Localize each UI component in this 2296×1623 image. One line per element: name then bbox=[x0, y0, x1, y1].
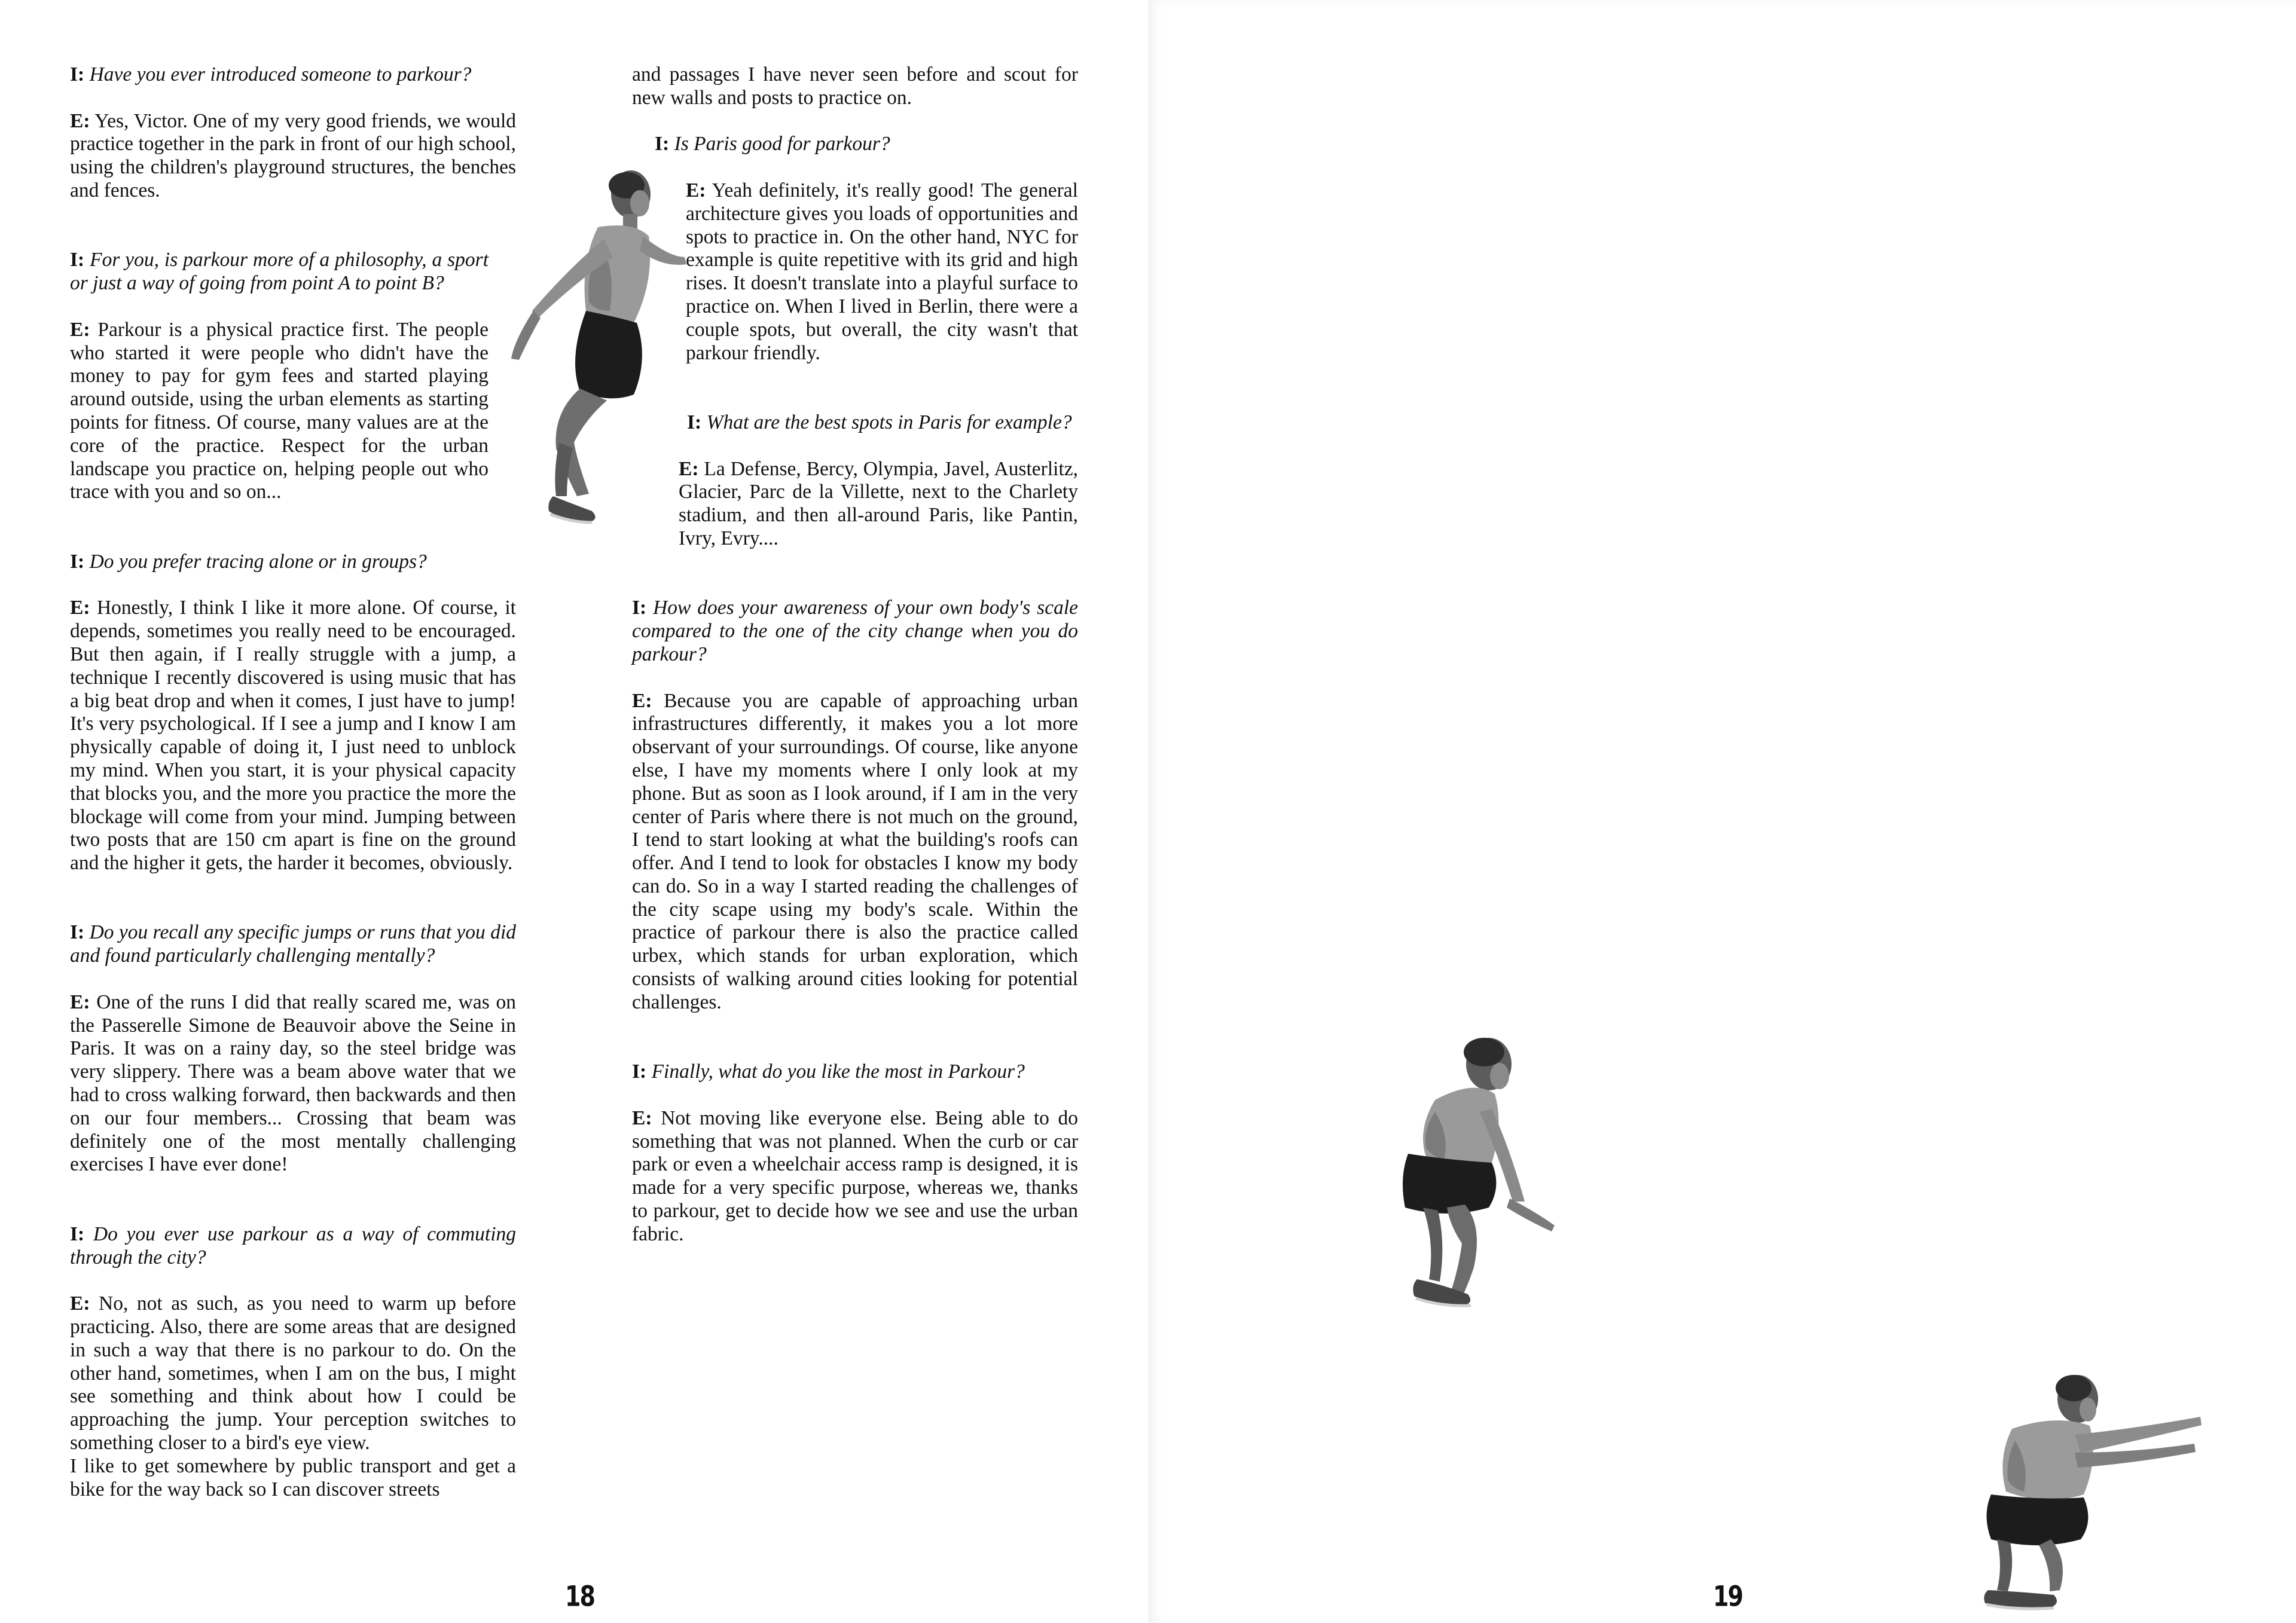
answer: E: Because you are capable of approaching urban infrastructures differently, it makes you a lot more observant of your surroundings. Of course, like anyone else, I have my moments where I only look at my phone. But as soon as I look around, if I am in the very center of Paris where there is not much on the ground, I tend to start looking at what the building's roofs can offer. And I tend to look for obstacles I know my body can do. So in a way I started reading the challenges of the city scape using my body's scale. Within the practice of parkour there is also the practice called urbex, which stands for urban exploration, which consists of walking around cities looking for potential challenges. bbox=[632, 689, 1078, 1013]
question: I: How does your awareness of your own body's scale compared to the one of the city change when you do parkour? bbox=[632, 597, 1079, 665]
question: I: Do you recall any specific jumps or runs that you did and found particularly challenging mentally? bbox=[70, 921, 516, 967]
answer-continued: and passages I have never seen before and scout for new walls and posts to practice on. bbox=[632, 63, 1078, 109]
answer: E: Not moving like everyone else. Being able to do something that was not planned. When the curb or car park or even a wheelchair access ramp is designed, it is made for a very specific purpose, whereas we, thanks to parkour, get to decide how we see and use the urban fabric. bbox=[632, 1107, 1078, 1245]
question: I: What are the best spots in Paris for example? bbox=[687, 411, 1072, 433]
question: I: Do you prefer tracing alone or in groups? bbox=[70, 550, 427, 573]
answer: E: No, not as such, as you need to warm up before practicing. Also, there are some areas that are designed in such a way that there is no parkour to do. On the other hand, sometimes, when I am on the bus, I might see something and think about how I could be approaching the jump. Your perception switches to something closer to a bird's eye view. bbox=[70, 1292, 517, 1454]
question: I: Finally, what do you like the most in Parkour? bbox=[632, 1060, 1025, 1083]
page-number: 19 bbox=[1713, 1579, 1742, 1613]
question: I: Do you ever use parkour as a way of commuting through the city? bbox=[70, 1222, 517, 1269]
figure-crouch-icon bbox=[1345, 1028, 1555, 1327]
text-column-2 bbox=[632, 63, 1078, 1269]
figure-landing-icon bbox=[496, 161, 694, 544]
answer: E: La Defense, Bercy, Olympia, Javel, Austerlitz, Glacier, Parc de la Villette, next to the Charlety stadium, and then all-around Paris, like Pantin, Ivry, Evry.... bbox=[679, 457, 1078, 549]
answer: E: Parkour is a physical practice first. The people who started it were people who didn't have the money to pay for gym fees and started playing around outside, using the urban elements as starting points for fitness. Of course, many values are at the core of the practice. Respect for the urban landscape you practice on, helping people out who trace with you and so on... bbox=[70, 318, 488, 503]
question: I: Is Paris good for parkour? bbox=[655, 133, 890, 155]
answer: E: One of the runs I did that really scared me, was on the Passerelle Simone de Beauvoir above the Seine in Paris. It was on a rainy day, so the steel bridge was very slippery. There was a beam above water that we had to cross walking forward, then backwards and then on our four members... Crossing that beam was definitely one of the most mentally challenging exercises I have ever done! bbox=[70, 991, 517, 1176]
answer: E: Honestly, I think I like it more alone. Of course, it depends, sometimes you really need to be encouraged. But then again, if I really struggle with a jump, a technique I recently discovered is using music that has a big beat drop and when it comes, I just have to jump! It's very psychological. If I see a jump and I know I am physically capable of doing it, I just need to unblock my mind. When you start, it is your physical capacity that blocks you, and the more you practice the more the blockage will come from your mind. Jumping between two posts that are 150 cm apart is fine on the ground and the higher it gets, the harder it becomes, obviously. bbox=[70, 597, 516, 875]
question: I: For you, is parkour more of a philosophy, a sport or just a way of going from point A to point B? bbox=[70, 249, 489, 295]
answer-continued: I like to get somewhere by public transport and get a bike for the way back so I can discover streets bbox=[70, 1454, 516, 1500]
question: I: Have you ever introduced someone to parkour? bbox=[70, 63, 472, 85]
right-page bbox=[1148, 0, 2296, 1623]
page-number: 18 bbox=[565, 1579, 594, 1613]
answer: E: Yes, Victor. One of my very good friends, we would practice together in the park in front of our high school, using the children's playground structures, the benches and fences. bbox=[70, 109, 516, 201]
figure-arms-forward-icon bbox=[1955, 1369, 2212, 1623]
answer: E: Yeah definitely, it's really good! The general architecture gives you loads of opportunities and spots to practice in. On the other hand, NYC for example is quite repetitive with its grid and high rises. It doesn't translate into a playful surface to practice on. When I lived in Berlin, there were a couple spots, but overall, the city wasn't that parkour friendly. bbox=[686, 179, 1078, 364]
text-column-1 bbox=[70, 63, 516, 1524]
